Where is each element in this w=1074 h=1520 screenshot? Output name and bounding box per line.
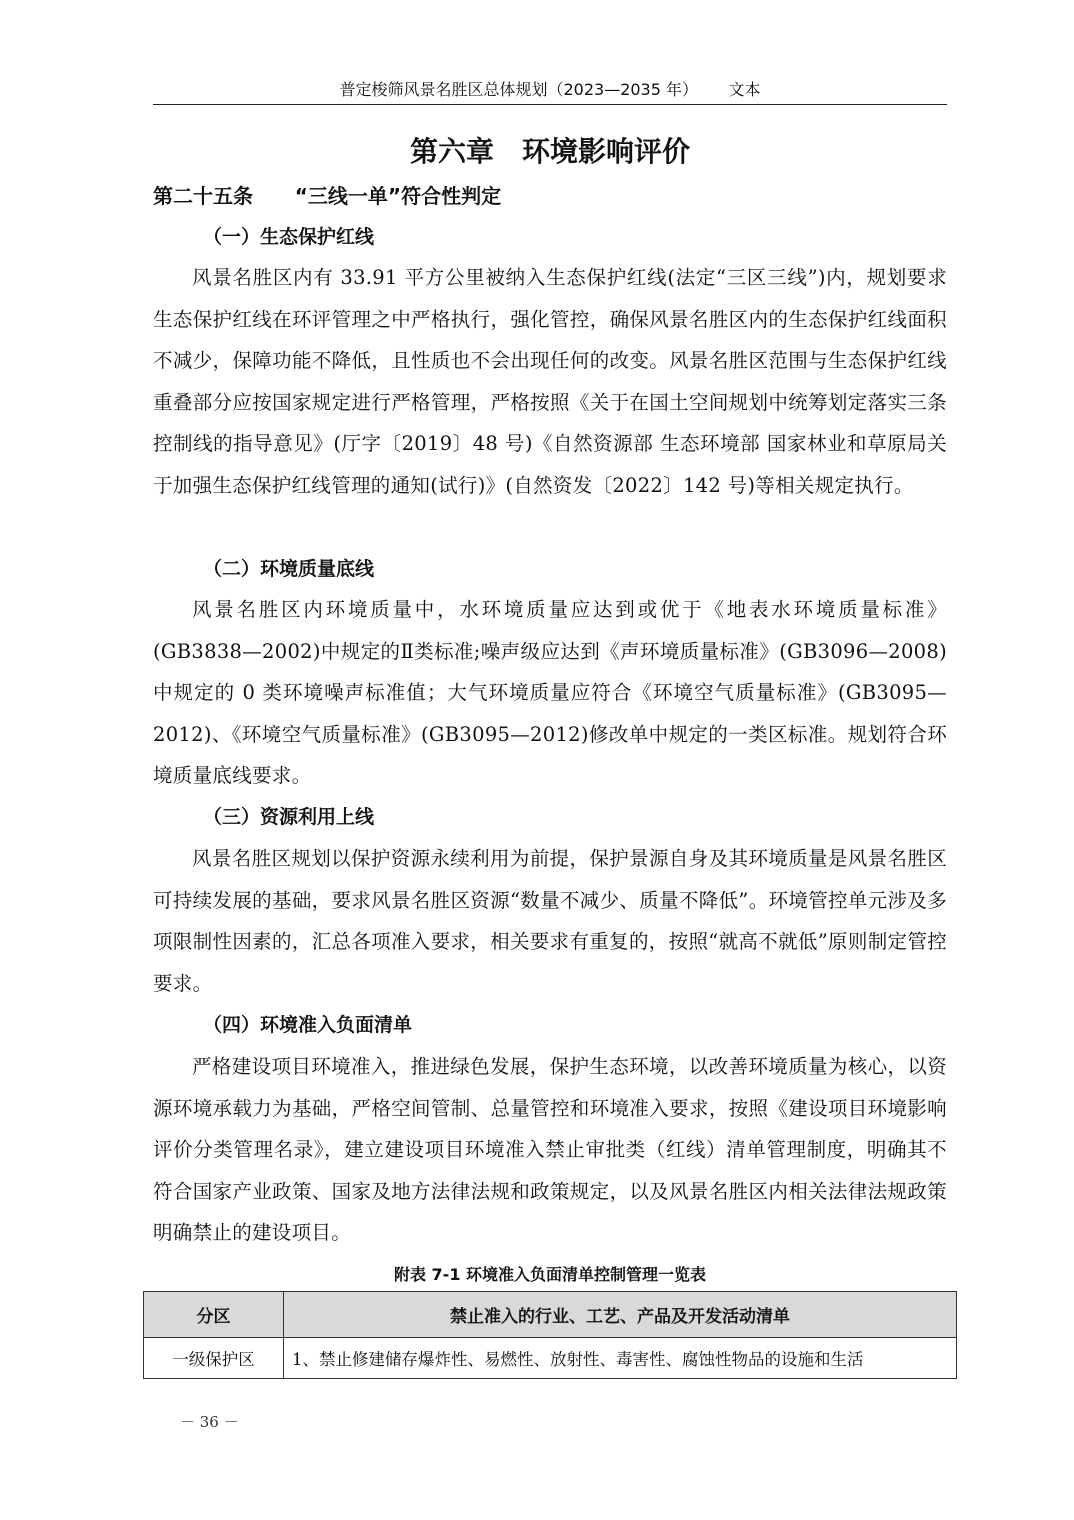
section-paragraph-1: 风景名胜区内有 33.91 平方公里被纳入生态保护红线(法定“三区三线”)内，规划要求生态保护红线在环评管理之中严格执行，强化管控，确保风景名胜区内的生态保护红线面积不减少，保障功能不降低，且性质也不会出现任何的改变。风景名胜区范围与生态保护红线重叠部分应按国家规定进行严格管理，严格按照《关于在国土空间规划中统筹划定落实三条控制线的指导意见》(厅字〔2019〕48 号)《自然资源部 生态环境部 国家林业和草原局关于加强生态保护红线管理的通知(试行)》(自然资发〔2022〕142 号)等相关规定执行。	[153, 266, 947, 497]
cell-activities: 1、禁止修建储存爆炸性、易燃性、放射性、毒害性、腐蚀性物品的设施和生活	[284, 1338, 957, 1379]
running-header	[153, 78, 947, 105]
section-heading-4: （四）环境准入负面清单	[203, 1014, 413, 1036]
table-row	[144, 1338, 957, 1379]
table-header-row	[144, 1292, 957, 1338]
negative-list-table	[143, 1291, 957, 1379]
section-paragraph-4: 严格建设项目环境准入，推进绿色发展，保护生态环境，以改善环境质量为核心，以资源环境承载力为基础，严格空间管制、总量管控和环境准入要求，按照《建设项目环境影响评价分类管理名录》，建立建设项目环境准入禁止审批类（红线）清单管理制度，明确其不符合国家产业政策、国家及地方法律法规和政策规定，以及风景名胜区内相关法律法规政策明确禁止的建设项目。	[153, 1055, 947, 1244]
cell-zone: 一级保护区	[144, 1338, 284, 1379]
section-paragraph-3: 风景名胜区规划以保护资源永续利用为前提，保护景源自身及其环境质量是风景名胜区可持续发展的基础，要求风景名胜区资源“数量不减少、质量不降低”。环境管控单元涉及多项限制性因素的，汇总各项准入要求，相关要求有重复的，按照“就高不就低”原则制定管控要求。	[153, 847, 947, 995]
section-heading-3: （三）资源利用上线	[203, 806, 375, 828]
page-number: － 36 －	[180, 1413, 239, 1431]
chapter-title: 第六章 环境影响评价	[409, 135, 690, 168]
column-header-activities: 禁止准入的行业、工艺、产品及开发活动清单	[284, 1292, 957, 1338]
section-paragraph-2: 风景名胜区内环境质量中，水环境质量应达到或优于《地表水环境质量标准》(GB3838—2002)中规定的Ⅱ类标准;噪声级应达到《声环境质量标准》(GB3096—2008)中规定的 0 类环境噪声标准值；大气环境质量应符合《环境空气质量标准》(GB3095—2012)、《环境空气质量标准》(GB3095—2012)修改单中规定的一类区标准。规划符合环境质量底线要求。	[153, 598, 947, 787]
column-header-zone: 分区	[144, 1292, 284, 1338]
header-label: 文本	[728, 80, 761, 99]
header-title: 普定梭筛风景名胜区总体规划（2023—2035 年）	[339, 80, 698, 99]
article-number: 第二十五条	[153, 184, 253, 208]
article-heading	[153, 181, 501, 211]
table-caption: 附表 7-1 环境准入负面清单控制管理一览表	[393, 1265, 707, 1284]
article-title: “三线一单”符合性判定	[294, 184, 502, 208]
section-heading-2: （二）环境质量底线	[203, 558, 375, 580]
section-heading-1: （一）生态保护红线	[203, 226, 375, 248]
